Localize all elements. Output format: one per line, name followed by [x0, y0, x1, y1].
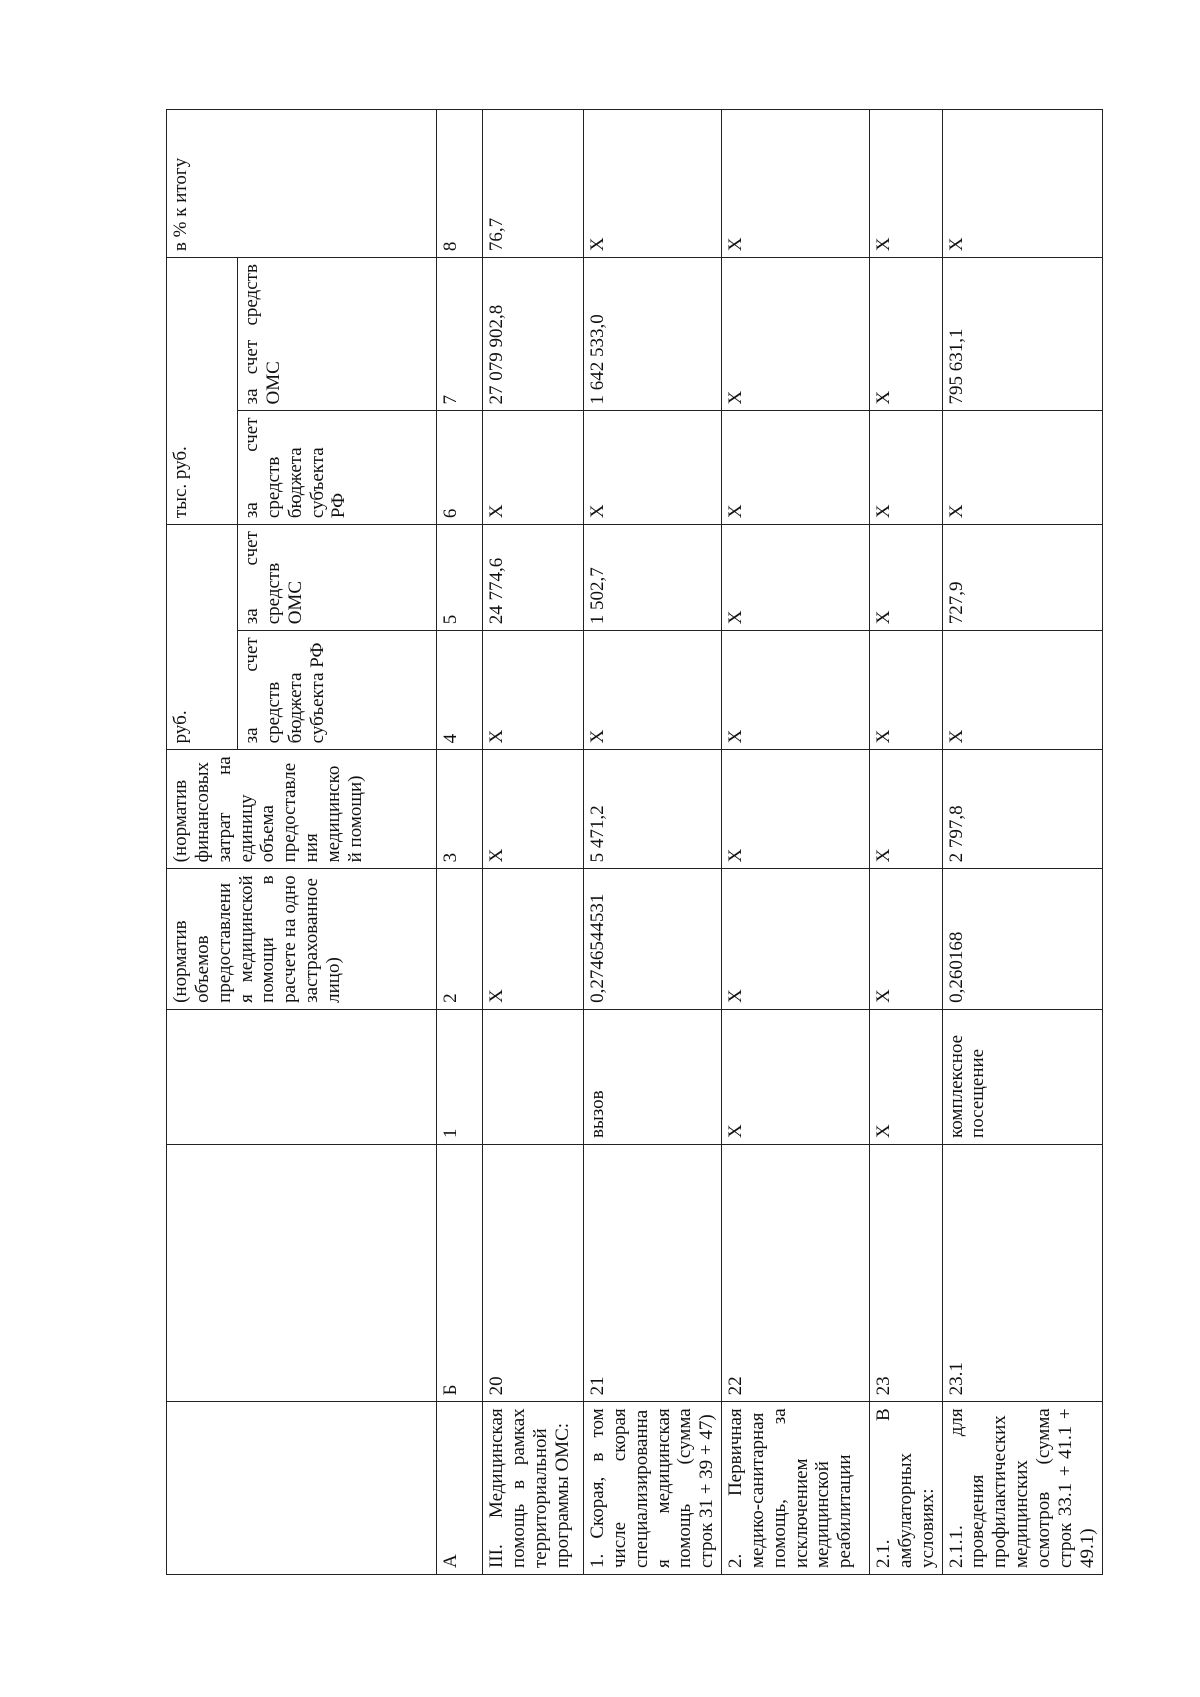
row-oms-rub: 1 502,7 — [584, 525, 722, 631]
row-cost: Х — [483, 750, 584, 869]
row-unit: Х — [870, 1009, 943, 1144]
row-volume: Х — [722, 869, 870, 1009]
row-line-number: 22 — [722, 1144, 870, 1401]
row-budget-thousand: Х — [584, 411, 722, 525]
financing-table — [166, 109, 1103, 1575]
row-oms-thousand: Х — [722, 258, 870, 411]
row-oms-rub: 24 774,6 — [483, 525, 584, 631]
table-row — [942, 110, 1102, 1575]
row-budget-rub: Х — [722, 631, 870, 750]
rotated-table-container — [166, 109, 1098, 1575]
header-budget-thousand: за счет средств бюджета субъекта РФ — [238, 411, 437, 525]
row-budget-thousand: Х — [722, 411, 870, 525]
row-percent: Х — [722, 110, 870, 258]
colnum-cell: 3 — [437, 750, 483, 869]
row-oms-thousand: 795 631,1 — [942, 258, 1102, 411]
row-cost: Х — [870, 750, 943, 869]
colnum-cell: 1 — [437, 1009, 483, 1144]
header-oms-rub: за счет средств ОМС — [238, 525, 437, 631]
row-volume: Х — [483, 869, 584, 1009]
row-oms-thousand: Х — [870, 258, 943, 411]
row-cost: 5 471,2 — [584, 750, 722, 869]
row-budget-rub: Х — [870, 631, 943, 750]
row-name: 1. Скорая, в том числе скорая специализированная медицинская помощь (сумма строк 31 + 39 + 47) — [584, 1402, 722, 1575]
row-line-number: 21 — [584, 1144, 722, 1401]
row-percent: Х — [870, 110, 943, 258]
row-budget-thousand: Х — [870, 411, 943, 525]
row-oms-thousand: 27 079 902,8 — [483, 258, 584, 411]
header-group-rub: руб. — [167, 525, 238, 750]
row-line-number: 23 — [870, 1144, 943, 1401]
row-percent: 76,7 — [483, 110, 584, 258]
row-budget-rub: Х — [584, 631, 722, 750]
row-budget-rub: Х — [483, 631, 584, 750]
row-cost: 2 797,8 — [942, 750, 1102, 869]
table-row — [722, 110, 870, 1575]
column-number-row — [437, 110, 483, 1575]
table-row — [584, 110, 722, 1575]
row-oms-thousand: 1 642 533,0 — [584, 258, 722, 411]
row-line-number: 23.1 — [942, 1144, 1102, 1401]
table-row — [870, 110, 943, 1575]
row-budget-thousand: Х — [942, 411, 1102, 525]
row-percent: Х — [942, 110, 1102, 258]
colnum-cell: А — [437, 1402, 483, 1575]
row-volume: 0,260168 — [942, 869, 1102, 1009]
header-norm-volume: (норматив объемов предоставления медицинской помощи в расчете на одно застрахованное лицо) — [167, 869, 437, 1009]
row-oms-rub: Х — [722, 525, 870, 631]
row-budget-rub: Х — [942, 631, 1102, 750]
row-oms-rub: 727,9 — [942, 525, 1102, 631]
row-oms-rub: Х — [870, 525, 943, 631]
header-oms-thousand: за счет средств ОМС — [238, 258, 437, 411]
row-name: 2.1. В амбулаторных условиях: — [870, 1402, 943, 1575]
row-cost: Х — [722, 750, 870, 869]
row-unit: вызов — [584, 1009, 722, 1144]
table-row — [483, 110, 584, 1575]
row-unit — [483, 1009, 584, 1144]
row-name: 2.1.1. для проведения профилактических медицинских осмотров (сумма строк 33.1 + 41.1 + 49.1) — [942, 1402, 1102, 1575]
header-group-thousand-rub: тыс. руб. — [167, 258, 238, 525]
header-percent: в % к итогу — [167, 110, 437, 258]
colnum-cell: 8 — [437, 110, 483, 258]
header-norm-cost: (норматив финансовых затрат на единицу объема предоставления медицинской помощи) — [167, 750, 437, 869]
row-name: 2. Первичная медико-санитарная помощь, за исключением медицинской реабилитации — [722, 1402, 870, 1575]
row-unit: комплексное посещение — [942, 1009, 1102, 1144]
header-line-cell — [167, 1144, 437, 1401]
row-volume: 0,2746544531 — [584, 869, 722, 1009]
row-percent: Х — [584, 110, 722, 258]
colnum-cell: 2 — [437, 869, 483, 1009]
colnum-cell: 6 — [437, 411, 483, 525]
row-budget-thousand: Х — [483, 411, 584, 525]
colnum-cell: 4 — [437, 631, 483, 750]
header-name-cell — [167, 1402, 437, 1575]
header-unit-cell — [167, 1009, 437, 1144]
row-line-number: 20 — [483, 1144, 584, 1401]
row-unit: Х — [722, 1009, 870, 1144]
colnum-cell: Б — [437, 1144, 483, 1401]
colnum-cell: 7 — [437, 258, 483, 411]
header-row-groups — [167, 110, 238, 1575]
colnum-cell: 5 — [437, 525, 483, 631]
header-budget-rub: за счет средств бюджета субъекта РФ — [238, 631, 437, 750]
row-name: III. Медицинская помощь в рамках территориальной программы ОМС: — [483, 1402, 584, 1575]
row-volume: Х — [870, 869, 943, 1009]
